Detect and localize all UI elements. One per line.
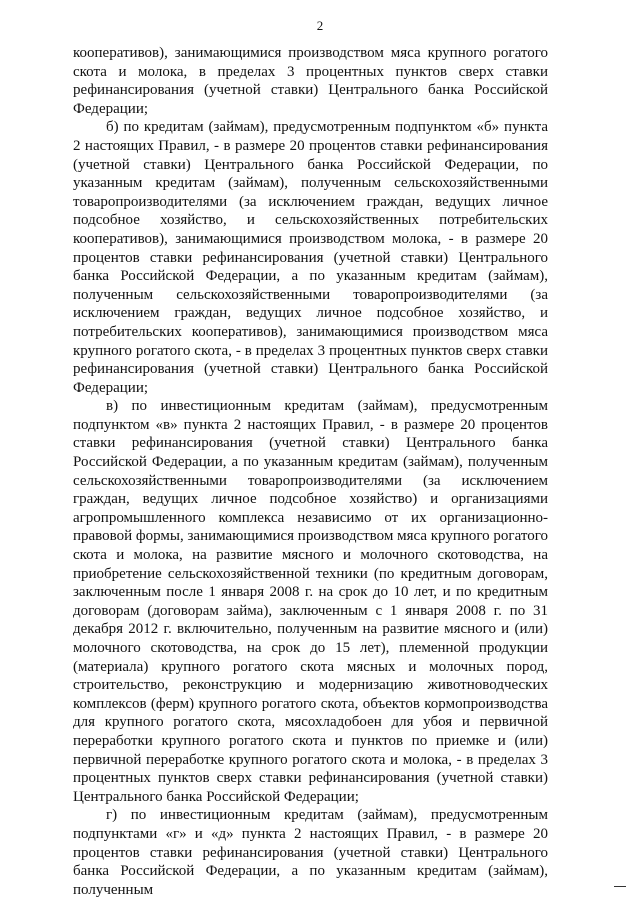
page-number: 2 bbox=[316, 18, 324, 33]
paragraph-b: б) по кредитам (займам), предусмотренным подпунктом «б» пункта 2 настоящих Правил, - в размере 20 процентов ставки рефинансирования (учетной ставки) Центрального банка Российской Федерации, по указанным кредитам (займам), полученным сельскохозяйственными товаропроизводителями (за исключением граждан, ведущих личное подсобное хозяйство, и сельскохозяйственных потребительских кооперативов), занимающимися производством молока, - в размере 20 процентов ставки рефинансирования (учетной ставки) Центрального банка Российской Федерации, а по указанным кредитам (займам), полученным сельскохозяйственными товаропроизводителями (за исключением граждан, ведущих личное подсобное хозяйство, и потребительских кооперативов), занимающимися производством мяса крупного рогатого скота, - в пределах 3 процентных пунктов сверх ставки рефинансирования (учетной ставки) Центрального банка Российской Федерации; bbox=[73, 119, 548, 396]
document-body bbox=[73, 44, 548, 899]
paragraph-v: в) по инвестиционным кредитам (займам), предусмотренным подпунктом «в» пункта 2 настоящих Правил, - в размере 20 процентов ставки рефинансирования (учетной ставки) Центрального банка Российской Федерации, а по указанным кредитам (займам), полученным сельскохозяйственными товаропроизводителями (за исключением граждан, ведущих личное подсобное хозяйство) и организациями агропромышленного комплекса независимо от их организационно-правовой формы, занимающимися производством мяса крупного рогатого скота и молока, на развитие мясного и молочного скотоводства, на приобретение сельскохозяйственной техники (по кредитным договорам, заключенным после 1 января 2008 г. на срок до 10 лет, и по кредитным договорам (договорам займа), заключенным с 1 января 2008 г. по 31 декабря 2012 г. включительно, полученным на развитие мясного и (или) молочного скотоводства, на срок до 15 лет), племенной продукции (материала) крупного рогатого скота мясных и молочных пород, строительство, реконструкцию и модернизацию животноводческих комплексов (ферм) крупного рогатого скота, объектов кормопроизводства для крупного рогатого скота, мясохладобоен для убоя и первичной переработки крупного рогатого скота и пунктов по приемке и (или) первичной переработке крупного рогатого скота и молока, - в пределах 3 процентных пунктов сверх ставки рефинансирования (учетной ставки) Центрального банка Российской Федерации; bbox=[73, 398, 548, 805]
paragraph-continuation: кооперативов), занимающимися производством мяса крупного рогатого скота и молока, в пределах 3 процентных пунктов сверх ставки рефинансирования (учетной ставки) Центрального банка Российской Федерации; bbox=[73, 45, 548, 117]
paragraph-g: г) по инвестиционным кредитам (займам), предусмотренным подпунктами «г» и «д» пункта 2 настоящих Правил, - в размере 20 процентов ставки рефинансирования (учетной ставки) Центрального банка Российской Федерации, а по указанным кредитам (займам), полученным bbox=[73, 807, 548, 898]
corner-dash-mark bbox=[614, 886, 626, 887]
